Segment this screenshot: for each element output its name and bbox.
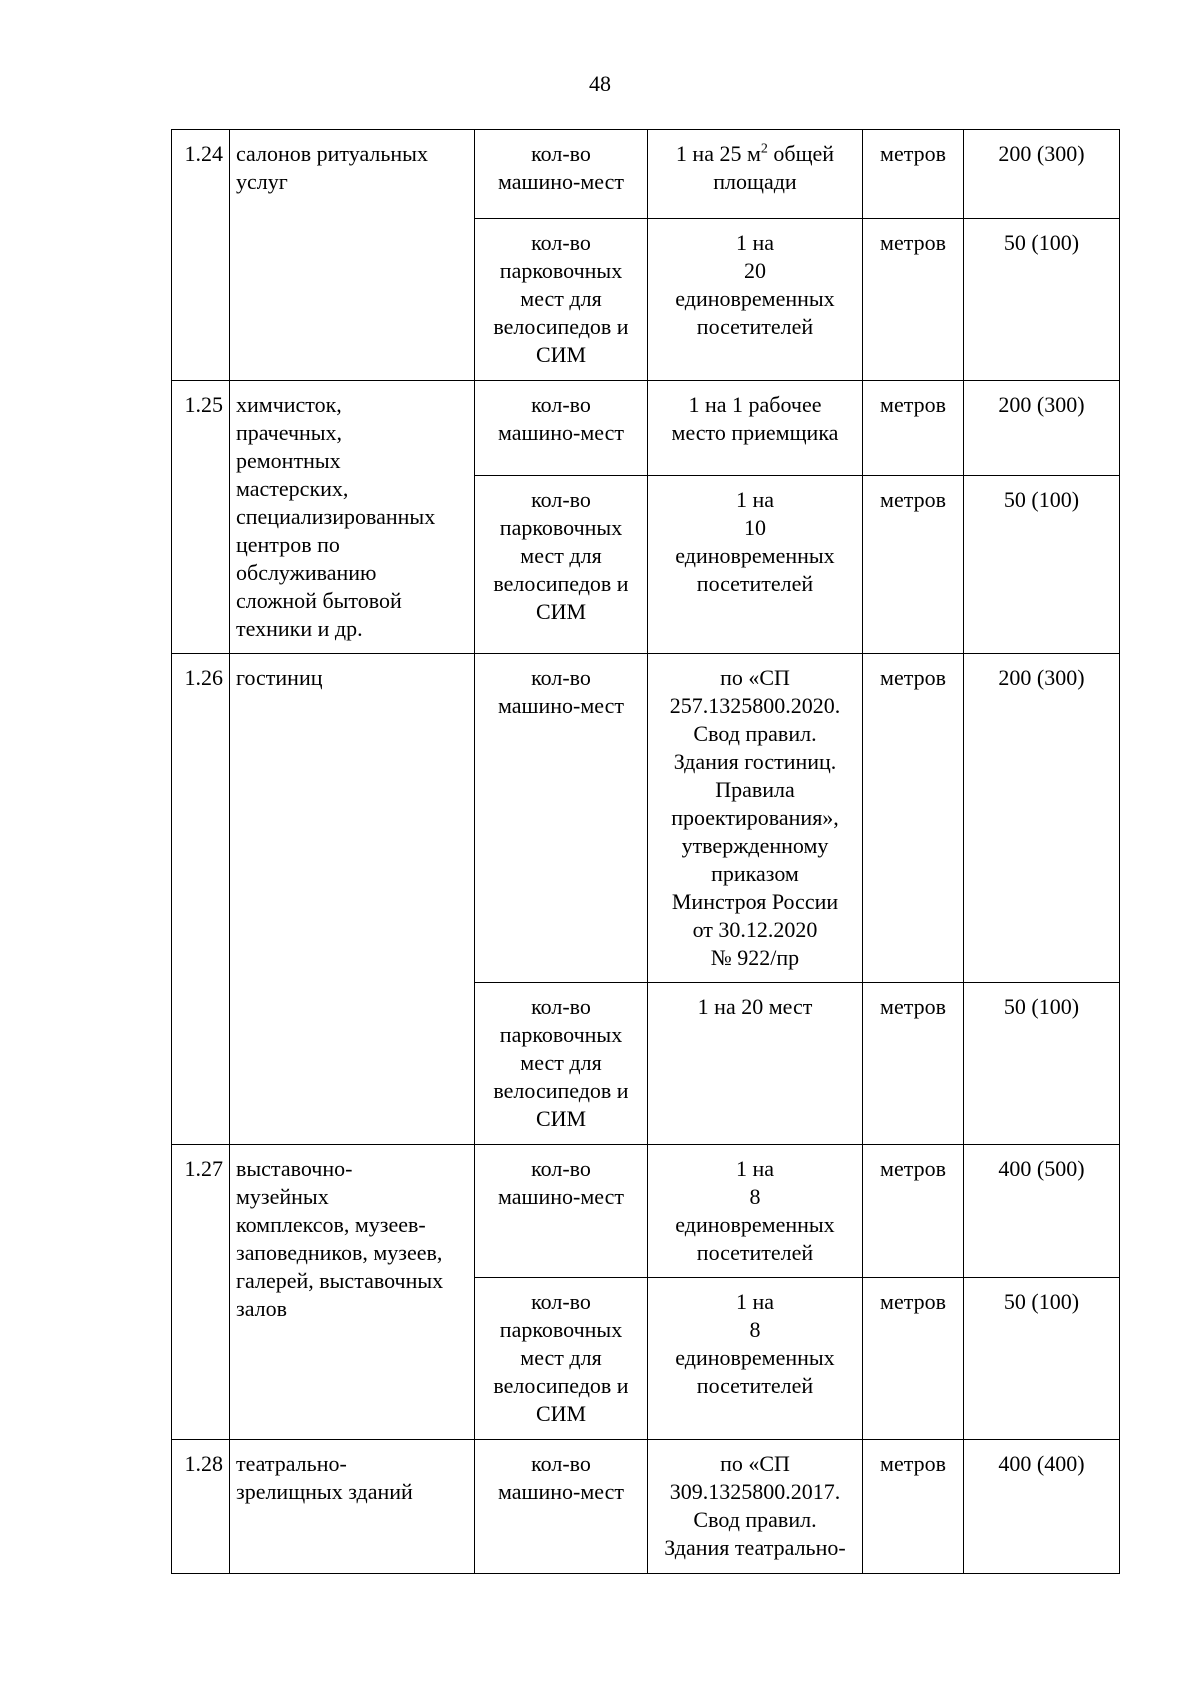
distance-value: 50 (100) [964, 219, 1120, 381]
unit: метров [863, 476, 964, 654]
distance-value: 200 (300) [964, 381, 1120, 476]
unit: метров [863, 219, 964, 381]
norms-table [171, 129, 1120, 1574]
row-number: 1.25 [172, 381, 230, 654]
norm: 1 на 20 мест [648, 983, 863, 1145]
object-name: салонов ритуальных услуг [230, 130, 475, 381]
distance-value: 400 (400) [964, 1440, 1120, 1574]
indicator: кол-во машино-мест [475, 381, 648, 476]
unit: метров [863, 654, 964, 983]
table-row [172, 130, 1120, 219]
table-row [172, 1440, 1120, 1574]
unit: метров [863, 1278, 964, 1440]
norm-superscript: 2 [760, 141, 768, 157]
table-row [172, 1145, 1120, 1278]
distance-value: 50 (100) [964, 1278, 1120, 1440]
row-number: 1.28 [172, 1440, 230, 1574]
norm: 1 на 1 рабочее место приемщика [648, 381, 863, 476]
object-name: театрально- зрелищных зданий [230, 1440, 475, 1574]
norm: по «СП 257.1325800.2020. Свод правил. Здания гостиниц. Правила проектирования», утвержденному приказом Минстроя России от 30.12.2020 № 922/пр [648, 654, 863, 983]
norm: 1 на 8 единовременных посетителей [648, 1278, 863, 1440]
unit: метров [863, 381, 964, 476]
norm: 1 на 20 единовременных посетителей [648, 219, 863, 381]
page-number: 48 [589, 71, 611, 96]
distance-value: 50 (100) [964, 983, 1120, 1145]
distance-value: 200 (300) [964, 654, 1120, 983]
unit: метров [863, 983, 964, 1145]
distance-value: 400 (500) [964, 1145, 1120, 1278]
distance-value: 200 (300) [964, 130, 1120, 219]
indicator: кол-во парковочных мест для велосипедов и СИМ [475, 219, 648, 381]
indicator: кол-во парковочных мест для велосипедов и СИМ [475, 983, 648, 1145]
row-number: 1.27 [172, 1145, 230, 1440]
row-number: 1.24 [172, 130, 230, 381]
indicator: кол-во машино-мест [475, 130, 648, 219]
distance-value: 50 (100) [964, 476, 1120, 654]
norm: 1 на 10 единовременных посетителей [648, 476, 863, 654]
table-row [172, 654, 1120, 983]
row-number: 1.26 [172, 654, 230, 1145]
object-name: выставочно- музейных комплексов, музеев- заповедников, музеев, галерей, выставочных залов [230, 1145, 475, 1440]
table-row [172, 381, 1120, 476]
object-name: гостиниц [230, 654, 475, 1145]
norm: по «СП 309.1325800.2017. Свод правил. Здания театрально- [648, 1440, 863, 1574]
indicator: кол-во парковочных мест для велосипедов и СИМ [475, 476, 648, 654]
indicator: кол-во машино-мест [475, 1440, 648, 1574]
unit: метров [863, 1440, 964, 1574]
indicator: кол-во машино-мест [475, 654, 648, 983]
indicator: кол-во машино-мест [475, 1145, 648, 1278]
norm: 1 на 25 $м^2$ общей площади [648, 130, 863, 219]
norm: 1 на 8 единовременных посетителей [648, 1145, 863, 1278]
object-name: химчисток, прачечных, ремонтных мастерских, специализированных центров по обслуживанию сложной бытовой техники и др. [230, 381, 475, 654]
unit: метров [863, 130, 964, 219]
unit: метров [863, 1145, 964, 1278]
indicator: кол-во парковочных мест для велосипедов и СИМ [475, 1278, 648, 1440]
